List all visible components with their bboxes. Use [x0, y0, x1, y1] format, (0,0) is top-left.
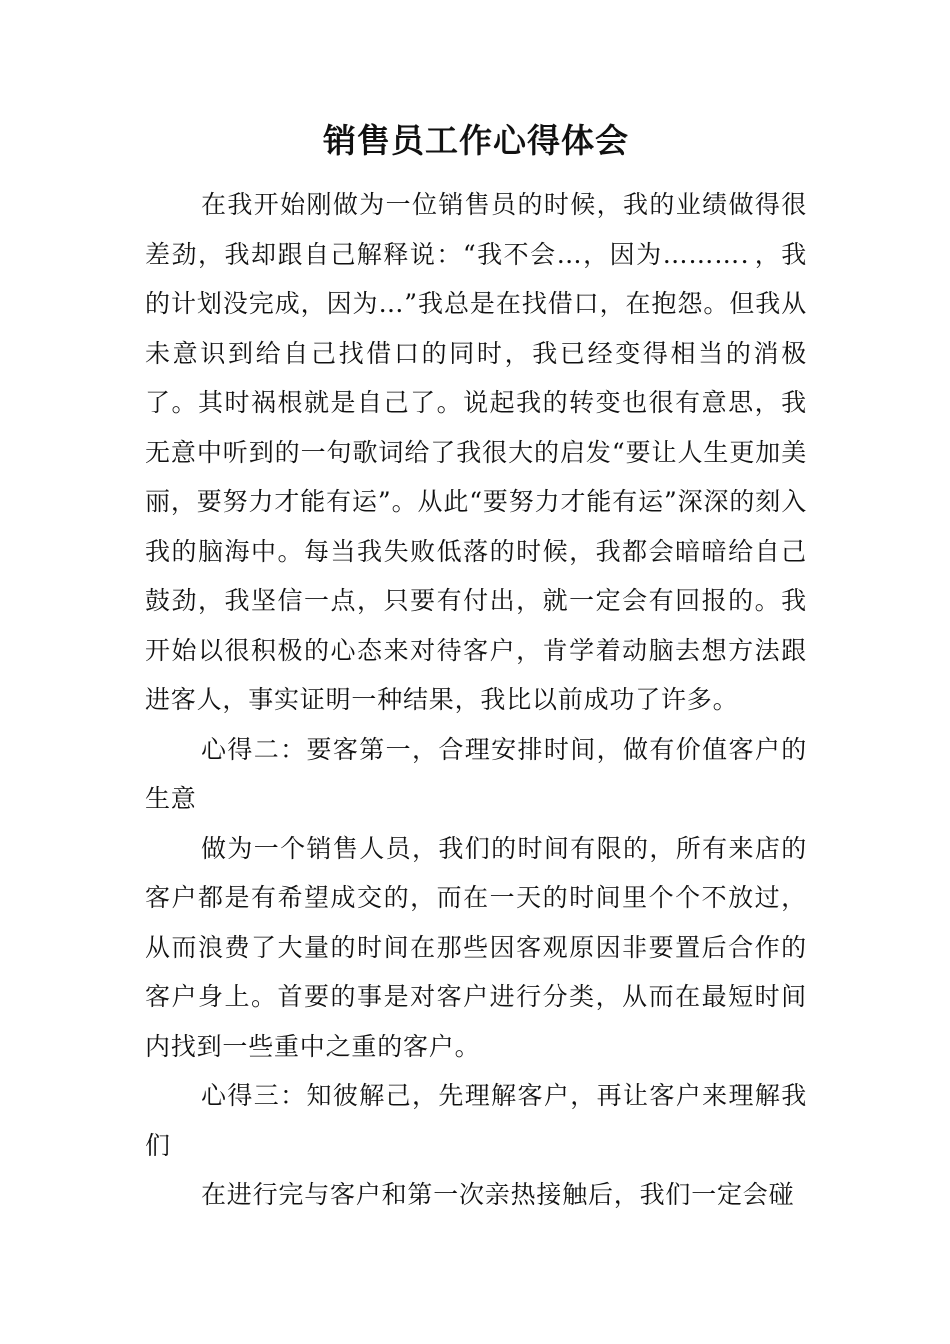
body-paragraph-3: 在进行完与客户和第一次亲热接触后，我们一定会碰 — [201, 1180, 795, 1209]
body-paragraph-2: 做为一个销售人员，我们的时间有限的，所有来店的客户都是有希望成交的，而在一天的时间里个个不放过，从而浪费了大量的时间在那些因客观原因非要置后合作的客户身上。首要的事是对客户进行分类，从而在最短时间内找到一些重中之重的客户。 — [145, 833, 807, 1061]
document-title: 销售员工作心得体会 — [323, 121, 629, 160]
document-page — [145, 118, 807, 1220]
section-heading-3: 心得三：知彼解己，先理解客户，再让客户来理解我们 — [145, 1081, 807, 1160]
section-heading-2: 心得二：要客第一，合理安排时间，做有价值客户的生意 — [145, 734, 807, 813]
body-paragraph-1: 在我开始刚做为一位销售员的时候，我的业绩做得很差劲，我却跟自己解释说：“我不会…，因为………．，我的计划没完成，因为…”我总是在找借口，在抱怨。但我从未意识到给自己找借口的同时，我已经变得相当的消极了。其时祸根就是自己了。说起我的转变也很有意思，我无意中听到的一句歌词给了我很大的启发“要让人生更加美丽，要努力才能有运”。从此“要努力才能有运”深深的刻入我的脑海中。每当我失败低落的时候，我都会暗暗给自己鼓劲，我坚信一点，只要有付出，就一定会有回报的。我开始以很积极的心态来对待客户，肯学着动脑去想方法跟进客人，事实证明一种结果，我比以前成功了许多。 — [145, 190, 807, 714]
